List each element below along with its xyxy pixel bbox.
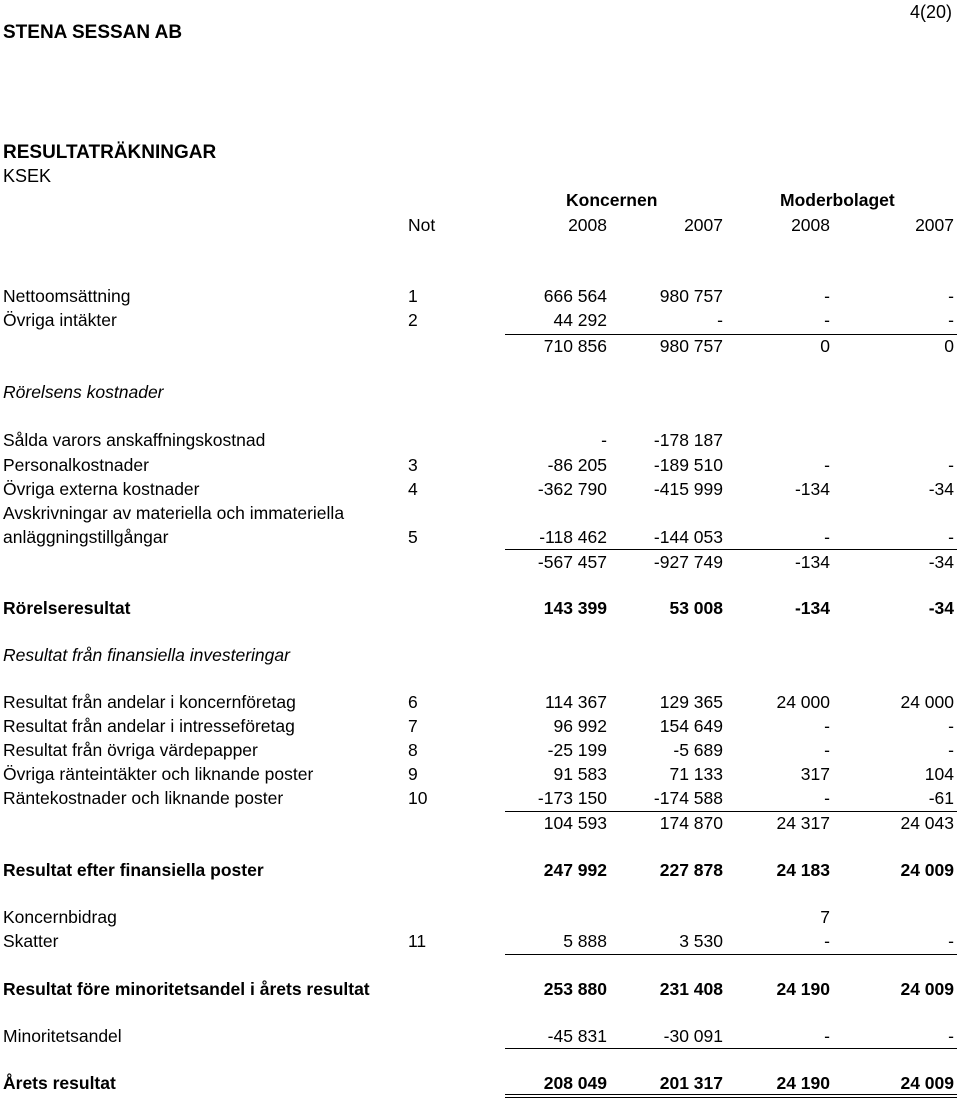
cell: -	[824, 788, 830, 808]
subtotal-row	[0, 336, 960, 358]
cell: 24 317	[776, 813, 830, 833]
row-label: anläggningstillgångar	[3, 527, 169, 547]
sum-rule	[505, 1048, 957, 1049]
cell: -	[824, 716, 830, 736]
table-row	[0, 907, 960, 929]
row-note: 10	[408, 788, 428, 808]
company-name: STENA SESSAN AB	[3, 22, 183, 43]
cell: 231 408	[659, 979, 723, 999]
cell: 24 190	[776, 979, 830, 999]
header-row	[0, 215, 960, 237]
cell: -	[948, 286, 954, 306]
cell: 91 583	[553, 764, 607, 784]
section-heading	[0, 382, 960, 404]
table-row	[0, 716, 960, 738]
cell: 0	[820, 336, 830, 356]
cell: -45 831	[547, 1026, 607, 1046]
cell: 24 000	[776, 692, 830, 712]
row-label: Resultat från övriga värdepapper	[3, 740, 258, 760]
table-row	[0, 692, 960, 714]
table-row	[0, 430, 960, 452]
cell: 24 000	[900, 692, 954, 712]
cell: 96 992	[553, 716, 607, 736]
subtotal-row	[0, 552, 960, 574]
table-row	[0, 503, 960, 525]
cell: -118 462	[539, 527, 607, 547]
row-label: Resultat från andelar i koncernföretag	[3, 692, 296, 712]
cell: -	[824, 455, 830, 475]
cell: 980 757	[659, 336, 723, 356]
cell: -30 091	[663, 1026, 723, 1046]
header-moderbolaget: Moderbolaget	[780, 190, 895, 210]
cell: -134	[794, 598, 830, 618]
row-label: Övriga ränteintäkter och liknande poster	[3, 764, 314, 784]
cell: -362 790	[537, 479, 607, 499]
row-label: Resultat från andelar i intresseföretag	[3, 716, 295, 736]
header-year: 2007	[915, 215, 954, 235]
row-label: Personalkostnader	[3, 455, 149, 475]
cell: -	[948, 310, 954, 330]
table-row	[0, 455, 960, 477]
cell: 0	[944, 336, 954, 356]
table-row	[0, 931, 960, 953]
row-note: 1	[408, 286, 418, 306]
cell: 24 183	[776, 860, 830, 880]
cell: 24 009	[900, 979, 954, 999]
cell: 24 190	[776, 1073, 830, 1093]
table-row	[0, 479, 960, 501]
sum-rule	[505, 549, 957, 550]
cell: 5 888	[563, 931, 607, 951]
row-label: Räntekostnader och liknande poster	[3, 788, 284, 808]
cell: 154 649	[659, 716, 723, 736]
double-rule-top	[505, 1094, 957, 1095]
table-row	[0, 740, 960, 762]
cell: -415 999	[653, 479, 723, 499]
cell: -86 205	[547, 455, 607, 475]
total-row	[0, 979, 960, 1001]
cell: 666 564	[543, 286, 607, 306]
row-label: Resultat före minoritetsandel i årets resultat	[3, 979, 370, 999]
cell: -178 187	[653, 430, 723, 450]
sum-rule	[505, 811, 957, 812]
cell: -567 457	[537, 552, 607, 572]
cell: -144 053	[653, 527, 723, 547]
cell: 201 317	[659, 1073, 723, 1093]
row-label: Rörelseresultat	[3, 598, 131, 618]
table-row	[0, 764, 960, 786]
row-label: Avskrivningar av materiella och immateriella	[3, 503, 345, 523]
cell: 227 878	[659, 860, 723, 880]
row-note: 2	[408, 310, 418, 330]
cell: -	[824, 931, 830, 951]
cell: -	[948, 716, 954, 736]
row-label: Rörelsens kostnader	[3, 382, 164, 402]
row-label: Övriga intäkter	[3, 310, 117, 330]
row-note: 9	[408, 764, 418, 784]
header-koncernen: Koncernen	[566, 190, 658, 210]
row-note: 11	[408, 931, 427, 951]
row-label: Skatter	[3, 931, 59, 951]
row-label: Resultat efter finansiella poster	[3, 860, 264, 880]
row-label: Minoritetsandel	[3, 1026, 122, 1046]
cell: -174 588	[653, 788, 723, 808]
cell: -	[824, 527, 830, 547]
cell: 53 008	[669, 598, 723, 618]
cell: -	[824, 740, 830, 760]
cell: -	[948, 1026, 954, 1046]
cell: -34	[928, 598, 954, 618]
cell: 71 133	[669, 764, 723, 784]
cell: -34	[928, 552, 954, 572]
cell: -34	[928, 479, 954, 499]
table-row	[0, 286, 960, 308]
table-row	[0, 788, 960, 810]
cell: -	[948, 527, 954, 547]
currency-unit: KSEK	[3, 166, 52, 186]
double-rule-bottom	[505, 1097, 957, 1098]
cell: 104 593	[543, 813, 607, 833]
cell: 24 009	[900, 860, 954, 880]
cell: 44 292	[553, 310, 607, 330]
header-year: 2008	[568, 215, 607, 235]
total-row	[0, 598, 960, 620]
cell: 980 757	[659, 286, 723, 306]
table-row	[0, 1026, 960, 1048]
page-title: RESULTATRÄKNINGAR	[3, 142, 217, 163]
cell: 24 043	[900, 813, 954, 833]
subtotal-row	[0, 813, 960, 835]
row-note: 5	[408, 527, 418, 547]
cell: 253 880	[543, 979, 607, 999]
cell: 7	[820, 907, 830, 927]
row-label: Övriga externa kostnader	[3, 479, 200, 499]
cell: -173 150	[537, 788, 607, 808]
cell: -	[824, 286, 830, 306]
header-not: Not	[408, 215, 436, 235]
cell: -134	[794, 552, 830, 572]
page-number: 4(20)	[909, 2, 952, 22]
row-note: 6	[408, 692, 418, 712]
cell: 114 367	[545, 692, 607, 712]
row-label: Koncernbidrag	[3, 907, 117, 927]
cell: -5 689	[673, 740, 723, 760]
cell: -	[824, 310, 830, 330]
cell: 143 399	[543, 598, 607, 618]
cell: 24 009	[900, 1073, 954, 1093]
cell: -	[948, 740, 954, 760]
row-note: 4	[408, 479, 418, 499]
header-year: 2007	[684, 215, 723, 235]
cell: -61	[928, 788, 954, 808]
table-row	[0, 527, 960, 549]
total-row	[0, 1073, 960, 1095]
row-note: 7	[408, 716, 418, 736]
row-note: 8	[408, 740, 418, 760]
row-label: Årets resultat	[3, 1073, 116, 1093]
cell: 247 992	[543, 860, 607, 880]
cell: 3 530	[679, 931, 723, 951]
cell: 317	[800, 764, 830, 784]
cell: 129 365	[659, 692, 723, 712]
cell: 710 856	[543, 336, 607, 356]
cell: -	[824, 1026, 830, 1046]
cell: -134	[794, 479, 830, 499]
row-label: Sålda varors anskaffningskostnad	[3, 430, 266, 450]
sum-rule	[505, 334, 957, 335]
cell: 174 870	[659, 813, 723, 833]
cell: -	[948, 455, 954, 475]
cell: 208 049	[543, 1073, 607, 1093]
cell: 104	[924, 764, 954, 784]
cell: -927 749	[653, 552, 723, 572]
sum-rule	[505, 954, 957, 955]
row-label: Resultat från finansiella investeringar	[3, 645, 290, 665]
row-label: Nettoomsättning	[3, 286, 131, 306]
section-heading	[0, 645, 960, 667]
row-note: 3	[408, 455, 418, 475]
cell: -	[948, 931, 954, 951]
cell: -	[601, 430, 607, 450]
cell: -	[717, 310, 723, 330]
table-row	[0, 310, 960, 332]
cell: -25 199	[547, 740, 607, 760]
cell: -189 510	[653, 455, 723, 475]
total-row	[0, 860, 960, 882]
header-year: 2008	[791, 215, 830, 235]
